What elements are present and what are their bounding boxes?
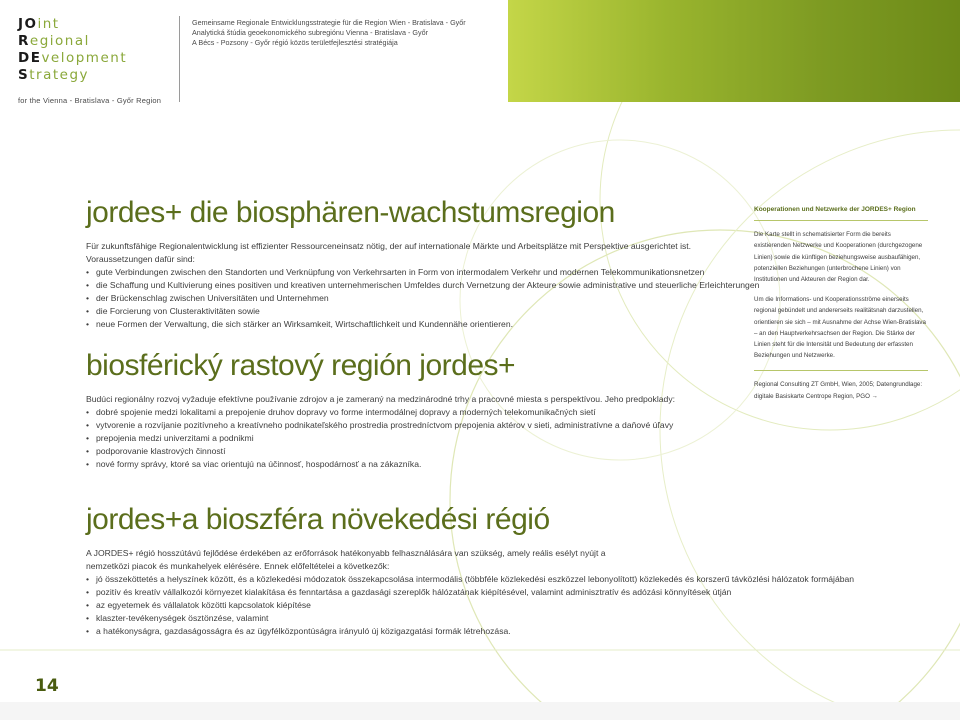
sidebar-paragraph: Die Karte stellt in schematisierter Form die bereits existierenden Netzwerke und Kooperationen (durchgezogene Linien) sowie die künftigen beziehungsweise ausbaufähigen, potenziellen Beziehungen (unterbrochene Linien) von Institutionen und Akteuren der Region dar. <box>754 231 923 284</box>
list-item: • jó összeköttetés a helyszínek között, és a közlekedési módozatok összekapcsolása intermodális (többféle közlekedési eszközzel lebonyolított) közlekedés és korszerű távközlési hálózatok formájában <box>86 573 736 586</box>
section-intro: Für zukunftsfähige Regionalentwicklung ist effizienter Ressourceneinsatz nötig, der auf internationale Märkte und Arbeitsplätze mit Perspektive ausgerichtet ist. Voraussetzungen dafür sind: <box>86 241 692 264</box>
sidebar-caption <box>754 204 928 402</box>
list-item: • klaszter-tevékenységek ösztönzése, valamint <box>86 612 736 625</box>
section-german <box>86 196 760 331</box>
list-item: • podporovanie klastrových činností <box>86 445 736 458</box>
logo-subtitle: for the Vienna - Bratislava - Győr Region <box>18 96 162 105</box>
list-item: • a hatékonyságra, gazdaságosságra és az ügyfélközpontúságra irányuló új közigazgatási formák létrehozása. <box>86 625 736 638</box>
list-item: • nové formy správy, ktoré sa viac orientujú na účinnosť, hospodárnosť a na zákazníka. <box>86 458 736 471</box>
bullet-list <box>86 406 736 471</box>
sidebar-source: Regional Consulting ZT GmbH, Wien, 2005; Datengrundlage: digitale Basiskarte Centrope Region, PGO → <box>754 381 923 400</box>
header-line-sk: Analytická štúdia geoekonomického subregiónu Vienna - Bratislava - Győr <box>192 27 428 37</box>
list-item: • dobré spojenie medzi lokalitami a prepojenie druhov dopravy vo forme intermodálnej dopravy a moderných telekomunikačných sietí <box>86 406 736 419</box>
logo <box>18 16 127 84</box>
list-item: • pozitív és kreatív vállalkozói környezet kialakítása és fenntartása a gazdasági szereplők hálózatának kiépítésével, valamint adminisztratív és adózási könnyítések útján <box>86 586 736 599</box>
list-item: • prepojenia medzi univerzitami a podnikmi <box>86 432 736 445</box>
list-item: • gute Verbindungen zwischen den Standorten und Verknüpfung von Verkehrsarten in Form von intermodalem Verkehr und modernen Telekommunikationsnetzen <box>86 266 736 279</box>
section-title: biosférický rastový región jordes+ <box>86 349 516 382</box>
header-line-hu: A Bécs - Pozsony - Győr régió közös területfejlesztési stratégiája <box>192 37 398 47</box>
header-green-block <box>508 0 960 102</box>
header-text <box>192 18 502 47</box>
header-line-de: Gemeinsame Regionale Entwicklungsstrategie für die Region Wien - Bratislava - Győr <box>192 18 466 27</box>
bullet-list <box>86 573 855 638</box>
sidebar-title: Kooperationen und Netzwerke der JORDES+ Region <box>754 204 928 221</box>
header-divider <box>179 16 180 102</box>
section-title: jordes+a bioszféra növekedési régió <box>86 503 550 536</box>
sidebar-divider <box>754 370 928 371</box>
list-item: • die Schaffung und Kultivierung eines positiven und kreativen unternehmerischen Umfeldes durch Vernetzung der Akteure sowie administrative und steuerliche Erleichterungen <box>86 279 736 292</box>
logo-line-2: Regional <box>18 33 90 49</box>
list-item: • die Forcierung von Clusteraktivitäten sowie <box>86 305 736 318</box>
page-number: 14 <box>35 676 59 696</box>
list-item: • neue Formen der Verwaltung, die sich stärker an Wirksamkeit, Wirtschaftlichkeit und Kundennähe orientieren. <box>86 318 736 331</box>
section-slovak <box>86 349 736 471</box>
logo-line-3: DEvelopment <box>18 50 128 66</box>
sidebar-paragraph: Um die Informations- und Kooperationsströme einerseits regional gebündelt und andererseits realitätsnah darzustellen, orientieren sie sich – mit Ausnahme der Achse Wien-Bratislava – an den Hauptverkehrsachsen der Region. Die Stärke der Linien steht für die Intensität und Bedeutung der erfassten Beziehungen und Netzwerke. <box>754 296 926 360</box>
logo-line-1: JOint <box>18 16 60 32</box>
section-title: jordes+ die biosphären-wachstumsregion <box>86 196 615 229</box>
section-intro: A JORDES+ régió hosszútávú fejlődése érdekében az erőforrások hatékonyabb felhasználására van szükség, amely reális esélyt nyújt a nemzetközi piacok és munkahelyek elérésére. Ennek előfeltételei a következők: <box>86 548 606 571</box>
section-hungarian <box>86 503 855 638</box>
list-item: • der Brückenschlag zwischen Universitäten und Unternehmen <box>86 292 736 305</box>
logo-line-4: Strategy <box>18 67 90 83</box>
footer-band <box>0 702 960 720</box>
list-item: • vytvorenie a rozvíjanie pozitívneho a kreatívneho podnikateľského prostredia prostredníctvom prepojenia aktérov v sieti, administratívne a daňové úľavy <box>86 419 736 432</box>
list-item: • az egyetemek és vállalatok közötti kapcsolatok kiépítése <box>86 599 736 612</box>
bullet-list <box>86 266 760 331</box>
section-intro: Budúci regionálny rozvoj vyžaduje efektívne používanie zdrojov a je zameraný na medzinárodné trhy a pracovné miesta s perspektívou. Jeho predpoklady: <box>86 394 676 404</box>
